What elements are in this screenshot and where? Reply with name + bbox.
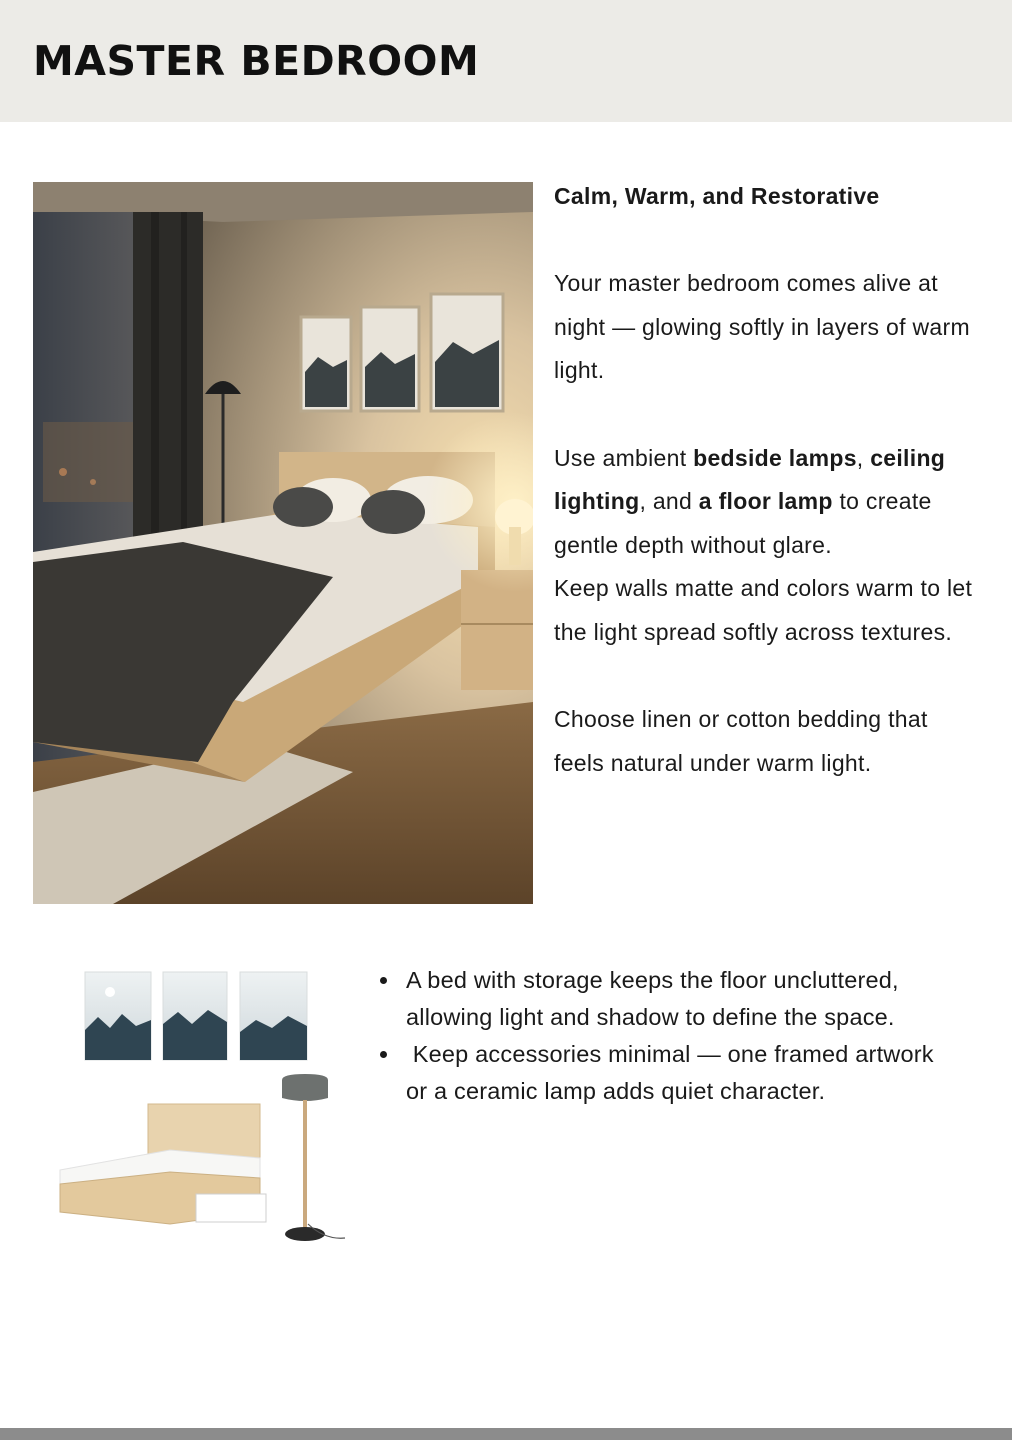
paragraph-lighting: Use ambient bedside lamps, ceiling lighting, and a floor lamp to create gentle depth without glare.	[554, 444, 946, 558]
list-item: A bed with storage keeps the floor uncluttered, allowing light and shadow to define the space.	[380, 962, 940, 1036]
bedroom-photo	[33, 182, 533, 904]
bullet-icon	[380, 1051, 387, 1058]
section-heading: Calm, Warm, and Restorative	[554, 183, 880, 209]
product-collage	[50, 962, 355, 1254]
paragraph-walls: Keep walls matte and colors warm to let the light spread softly across textures.	[554, 575, 973, 645]
product-collage-illustration	[50, 962, 355, 1254]
bullet-icon	[380, 977, 387, 984]
paragraph-intro: Your master bedroom comes alive at night — glowing softly in layers of warm light.	[554, 270, 970, 384]
tips-list	[380, 962, 940, 1110]
description-text	[554, 175, 974, 785]
paragraph-bedding: Choose linen or cotton bedding that feels natural under warm light.	[554, 706, 928, 776]
bedroom-photo-illustration	[33, 182, 533, 904]
page-header	[0, 0, 1012, 122]
list-item: Keep accessories minimal — one framed artwork or a ceramic lamp adds quiet character.	[380, 1036, 940, 1110]
footer-bar	[0, 1428, 1012, 1440]
page-title: MASTER BEDROOM	[33, 37, 480, 85]
